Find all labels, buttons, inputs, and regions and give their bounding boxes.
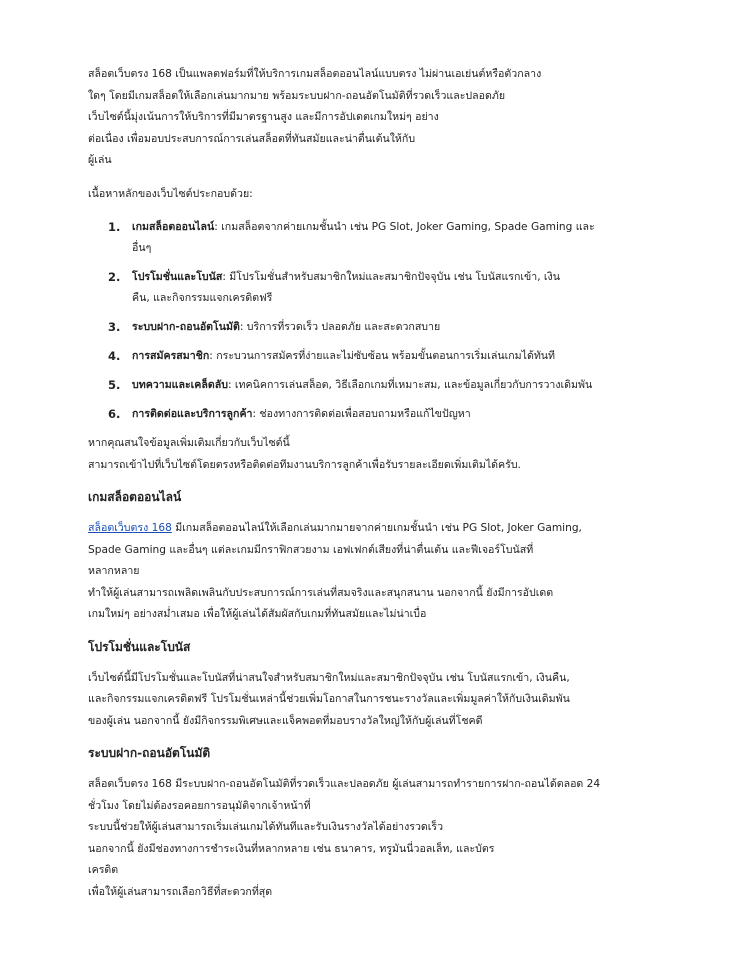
feature-desc: : บริการที่รวดเร็ว ปลอดภัย และสะดวกสบาย <box>239 321 441 333</box>
feature-desc: : ช่องทางการติดต่อเพื่อสอบถามหรือแก้ไขปัญหา <box>252 408 471 420</box>
feature-desc-cont: คืน, และกิจกรรมแจกเครดิตฟรี <box>132 292 273 304</box>
feature-desc: : กระบวนการสมัครที่ง่ายและไม่ซับซ้อน พร้อมขั้นตอนการเริ่มเล่นเกมได้ทันที <box>209 350 556 362</box>
feature-title: เกมสล็อตออนไลน์ <box>132 221 215 233</box>
feature-item <box>88 346 668 367</box>
feature-item <box>88 404 668 425</box>
feature-item <box>88 375 668 396</box>
feature-title: โปรโมชั่นและโบนัส <box>132 271 223 283</box>
feature-number: 4. <box>108 349 121 363</box>
intro-line: เว็บไซต์นี้มุ่งเน้นการให้บริการที่มีมาตรฐานสูง และมีการอัปเดตเกมใหม่ๆ อย่าง <box>88 111 439 123</box>
feature-number: 6. <box>108 407 121 421</box>
section-slot-games <box>88 518 668 626</box>
section-heading-promotions: โปรโมชั่นและโบนัส <box>88 639 191 654</box>
feature-item <box>88 217 668 259</box>
section-line: Spade Gaming และอื่นๆ แต่ละเกมมีกราฟิกสวยงาม เอฟเฟกต์เสียงที่น่าตื่นเต้น และฟีเจอร์โบนัสที่ <box>88 543 534 556</box>
feature-item <box>88 317 668 338</box>
features-intro: เนื้อหาหลักของเว็บไซต์ประกอบด้วย: <box>88 187 253 200</box>
section-line: เว็บไซต์นี้มีโปรโมชั่นและโบนัสที่น่าสนใจสำหรับสมาชิกใหม่และสมาชิกปัจจุบัน เช่น โบนัสแรกเข้า, เงินคืน, <box>88 671 570 684</box>
intro-paragraph <box>88 64 668 172</box>
contact-line: สามารถเข้าไปที่เว็บไซต์โดยตรงหรือติดต่อทีมงานบริการลูกค้าเพื่อรับรายละเอียดเพิ่มเติมได้ครับ. <box>88 458 521 471</box>
document-page <box>88 64 668 915</box>
feature-number: 2. <box>108 270 121 284</box>
intro-line: ต่อเนื่อง เพื่อมอบประสบการณ์การเล่นสล็อตที่ทันสมัยและน่าตื่นเต้นให้กับ <box>88 132 416 145</box>
intro-line: ผู้เล่น <box>88 154 112 166</box>
section-heading-deposit-withdraw: ระบบฝาก-ถอนอัตโนมัติ <box>88 746 211 760</box>
section-line: และกิจกรรมแจกเครดิตฟรี โปรโมชั่นเหล่านี้ช่วยเพิ่มโอกาสในการชนะรางวัลและเพิ่มมูลค่าให้กับเงินเดิมพัน <box>88 693 570 705</box>
contact-paragraph <box>88 433 668 476</box>
section-line: เกมใหม่ๆ อย่างสม่ำเสมอ เพื่อให้ผู้เล่นได้สัมผัสกับเกมที่ทันสมัยและไม่น่าเบื่อ <box>88 608 427 620</box>
section-line: ทำให้ผู้เล่นสามารถเพลิดเพลินกับประสบการณ์การเล่นที่สมจริงและสนุกสนาน นอกจากนี้ ยังมีการอัปเดต <box>88 586 554 599</box>
section-line: สล็อตเว็บตรง 168 มีระบบฝาก-ถอนอัตโนมัติที่รวดเร็วและปลอดภัย ผู้เล่นสามารถทำรายการฝาก-ถอนได้ตลอด 24 <box>88 778 601 790</box>
feature-desc-cont: อื่นๆ <box>132 242 152 254</box>
feature-title: ระบบฝาก-ถอนอัตโนมัติ <box>132 321 240 333</box>
section-line: สล็อตเว็บตรง 168 มีเกมสล็อตออนไลน์ให้เลือกเล่นมากมายจากค่ายเกมชั้นนำ เช่น PG Slot, Joker Gaming, <box>88 522 582 534</box>
intro-line: สล็อตเว็บตรง 168 เป็นแพลตฟอร์มที่ให้บริการเกมสล็อตออนไลน์แบบตรง ไม่ผ่านเอเย่นต์หรือตัวกลาง <box>88 68 542 80</box>
feature-number: 5. <box>108 378 121 392</box>
section-line: เครดิต <box>88 864 119 876</box>
feature-number: 1. <box>108 220 121 234</box>
section-deposit-withdraw <box>88 774 668 903</box>
features-list <box>88 217 668 425</box>
section-line: นอกจากนี้ ยังมีช่องทางการชำระเงินที่หลากหลาย เช่น ธนาคาร, ทรูมันนี่วอลเล็ท, และบัตร <box>88 842 495 855</box>
intro-line: ใดๆ โดยมีเกมสล็อตให้เลือกเล่นมากมาย พร้อมระบบฝาก-ถอนอัตโนมัติที่รวดเร็วและปลอดภัย <box>88 89 506 102</box>
feature-title: การสมัครสมาชิก <box>132 350 210 362</box>
feature-desc: : เกมสล็อตจากค่ายเกมชั้นนำ เช่น PG Slot, Joker Gaming, Spade Gaming และ <box>214 221 595 233</box>
feature-title: บทความและเคล็ดลับ <box>132 379 228 391</box>
section-line: หลากหลาย <box>88 565 140 577</box>
section-promotions <box>88 668 668 733</box>
section-line: เพื่อให้ผู้เล่นสามารถเลือกวิธีที่สะดวกที่สุด <box>88 885 273 898</box>
contact-line: หากคุณสนใจข้อมูลเพิ่มเติมเกี่ยวกับเว็บไซต์นี้ <box>88 437 290 449</box>
section-line: ชั่วโมง โดยไม่ต้องรอคอยการอนุมัติจากเจ้าหน้าที่ <box>88 799 311 812</box>
feature-number: 3. <box>108 320 121 334</box>
section-heading-slot-games: เกมสล็อตออนไลน์ <box>88 490 182 504</box>
feature-desc: : มีโปรโมชั่นสำหรับสมาชิกใหม่และสมาชิกปัจจุบัน เช่น โบนัสแรกเข้า, เงิน <box>222 271 560 283</box>
feature-item <box>88 267 668 309</box>
feature-desc: : เทคนิคการเล่นสล็อต, วิธีเลือกเกมที่เหมาะสม, และข้อมูลเกี่ยวกับการวางเดิมพัน <box>227 379 593 391</box>
feature-title: การติดต่อและบริการลูกค้า <box>132 408 253 420</box>
section-line: ของผู้เล่น นอกจากนี้ ยังมีกิจกรรมพิเศษและแจ็คพอตที่มอบรางวัลใหญ่ให้กับผู้เล่นที่โชคดี <box>88 714 483 727</box>
section-line: ระบบนี้ช่วยให้ผู้เล่นสามารถเริ่มเล่นเกมได้ทันทีและรับเงินรางวัลได้อย่างรวดเร็ว <box>88 821 444 833</box>
site-link[interactable]: สล็อตเว็บตรง 168 <box>88 522 172 534</box>
